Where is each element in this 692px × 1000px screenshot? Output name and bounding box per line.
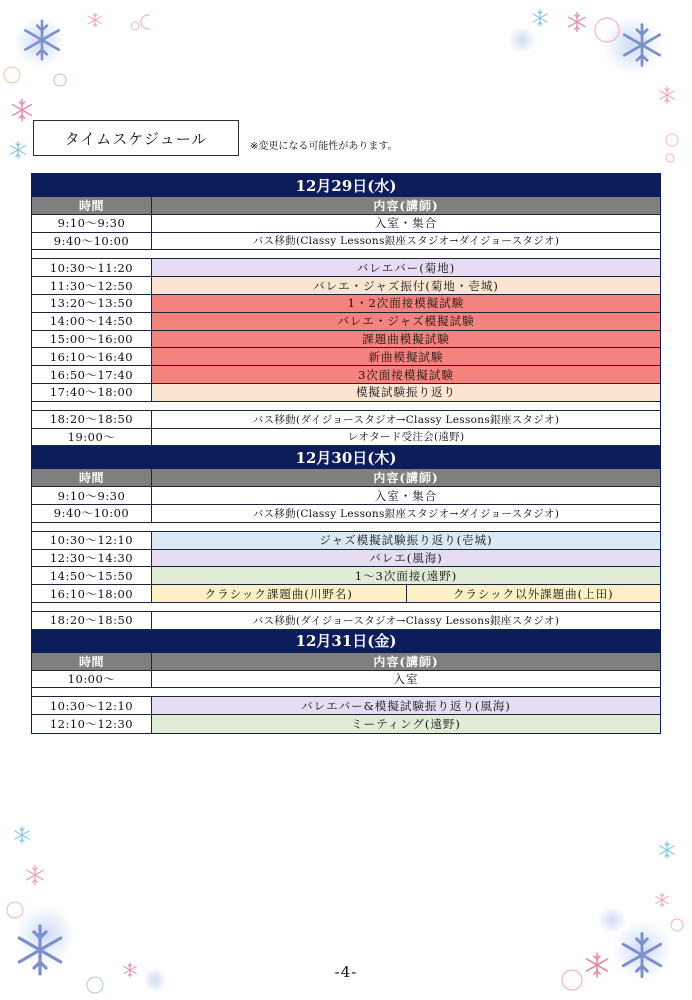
column-header-content: 内容(講師) (373, 198, 439, 213)
bubble-icon (598, 906, 626, 934)
schedule-row (32, 550, 660, 568)
schedule-row (32, 233, 660, 251)
time-cell: 9:10～9:30 (32, 215, 152, 232)
page-number: -4- (334, 963, 358, 981)
schedule-heading: タイムスケジュール (33, 120, 239, 156)
time-cell: 9:10～9:30 (32, 487, 152, 504)
snowflake-icon (656, 893, 668, 907)
bubble-icon (671, 919, 683, 931)
schedule-row (32, 331, 660, 349)
time-cell: 12:10～12:30 (32, 715, 152, 733)
day-header: 12月29日(水) (32, 174, 660, 197)
content-cell: ジャズ模擬試験振り返り(壱城) (152, 532, 660, 549)
change-notice: ※変更になる可能性があります。 (250, 141, 398, 152)
snowflake-icon (15, 827, 30, 844)
column-header-content: 内容(講師) (373, 471, 439, 486)
content-cell: 新曲模擬試験 (152, 348, 660, 365)
time-cell: 18:20～18:50 (32, 612, 152, 629)
time-cell: 19:00～ (32, 429, 152, 446)
content-cell: バレエバー(菊地) (152, 259, 660, 276)
column-header-time: 時間 (32, 469, 152, 486)
column-header-row (32, 469, 660, 487)
content-cell: 入室 (152, 671, 660, 688)
bubble-icon (508, 26, 536, 54)
bubble-icon (131, 22, 139, 30)
snowflake-icon (27, 865, 44, 884)
spacer-row (32, 250, 660, 259)
content-cell: 1～3次面接(遠野) (152, 567, 660, 584)
bubble-icon (54, 74, 66, 86)
snowflake-icon (660, 87, 675, 104)
schedule-row (32, 384, 660, 402)
content-cell: バレエ・ジャズ模擬試験 (152, 313, 660, 330)
column-header-time: 時間 (32, 653, 152, 670)
schedule-row (32, 348, 660, 366)
time-cell: 18:20～18:50 (32, 411, 152, 428)
bubble-icon (666, 154, 674, 162)
column-header-time: 時間 (32, 197, 152, 214)
schedule-row (32, 313, 660, 331)
schedule-row (32, 259, 660, 277)
time-cell: 16:10～18:00 (32, 585, 152, 602)
time-cell: 15:00～16:00 (32, 331, 152, 348)
spacer-row (32, 603, 660, 612)
spacer-row (32, 402, 660, 411)
time-cell: 10:30～12:10 (32, 697, 152, 714)
column-header-row (32, 653, 660, 671)
content-cell: バス移動(ダイジョースタジオ→Classy Lessons銀座スタジオ) (152, 612, 660, 629)
spacer-row (32, 523, 660, 532)
schedule-row (32, 366, 660, 384)
time-cell: 14:00～14:50 (32, 313, 152, 330)
content-cell: 3次面接模擬試験 (152, 366, 660, 383)
time-cell: 10:30～12:10 (32, 532, 152, 549)
column-header-row (32, 197, 660, 215)
content-cell: 入室・集合 (152, 215, 660, 232)
content-cell: ミーティング(遠野) (152, 715, 660, 733)
bubble-icon (141, 15, 150, 29)
time-cell: 10:00～ (32, 671, 152, 688)
time-cell: 17:40～18:00 (32, 384, 152, 401)
time-cell: 10:30～11:20 (32, 259, 152, 276)
day-header: 12月30日(木) (32, 446, 660, 469)
schedule-row (32, 715, 660, 733)
snowflake-icon (11, 142, 26, 159)
content-cell: バス移動(ダイジョースタジオ→Classy Lessons銀座スタジオ) (152, 411, 660, 428)
time-cell: 16:50～17:40 (32, 366, 152, 383)
bubble-icon (4, 67, 20, 83)
schedule-row (32, 429, 660, 447)
content-cell: バレエ・ジャズ振付(菊地・壱城) (152, 277, 660, 294)
snowflake-icon (660, 842, 675, 859)
snowflake-icon (13, 99, 32, 121)
content-cell: クラシック課題曲(川野名) (152, 585, 406, 602)
snowflake-icon (533, 10, 548, 27)
schedule-row (32, 487, 660, 505)
content-cell: 入室・集合 (152, 487, 660, 504)
time-cell: 9:40～10:00 (32, 505, 152, 522)
day-header: 12月31日(金) (32, 630, 660, 653)
schedule-row (32, 411, 660, 429)
schedule-row (32, 671, 660, 689)
bubble-icon (666, 134, 678, 146)
snowflake-icon (89, 13, 101, 27)
content-cell: バレエ(風海) (152, 550, 660, 567)
schedule-row (32, 532, 660, 550)
schedule-row (32, 215, 660, 233)
top-right-decoration (492, 0, 692, 170)
time-cell: 11:30～12:50 (32, 277, 152, 294)
content-cell: 模擬試験振り返り (152, 384, 660, 401)
time-cell: 16:10～16:40 (32, 348, 152, 365)
content-cell: バス移動(Classy Lessons銀座スタジオ→ダイジョースタジオ) (152, 505, 660, 522)
time-cell: 14:50～15:50 (32, 567, 152, 584)
content-cell: 1・2次面接模擬試験 (152, 295, 660, 312)
time-cell: 12:30～14:30 (32, 550, 152, 567)
snowflake-icon (569, 12, 586, 31)
schedule-row (32, 567, 660, 585)
content-cell: バレエバー&模擬試験振り返り(風海) (152, 697, 660, 714)
schedule-row (32, 277, 660, 295)
content-cell: クラシック以外課題曲(上田) (406, 585, 661, 602)
schedule-row (32, 697, 660, 715)
bubble-icon (602, 15, 662, 75)
time-cell: 13:20～13:50 (32, 295, 152, 312)
content-cell: バス移動(Classy Lessons銀座スタジオ→ダイジョースタジオ) (152, 233, 660, 250)
content-cell: レオタード受注会(遠野) (152, 429, 660, 446)
schedule-table (31, 173, 661, 734)
column-header-content: 内容(講師) (373, 654, 439, 669)
schedule-row (32, 585, 660, 603)
bubble-icon (7, 902, 23, 918)
spacer-row (32, 688, 660, 697)
schedule-row (32, 612, 660, 630)
time-cell: 9:40～10:00 (32, 233, 152, 250)
schedule-row (32, 295, 660, 313)
schedule-row (32, 505, 660, 523)
content-cell: 課題曲模擬試験 (152, 331, 660, 348)
